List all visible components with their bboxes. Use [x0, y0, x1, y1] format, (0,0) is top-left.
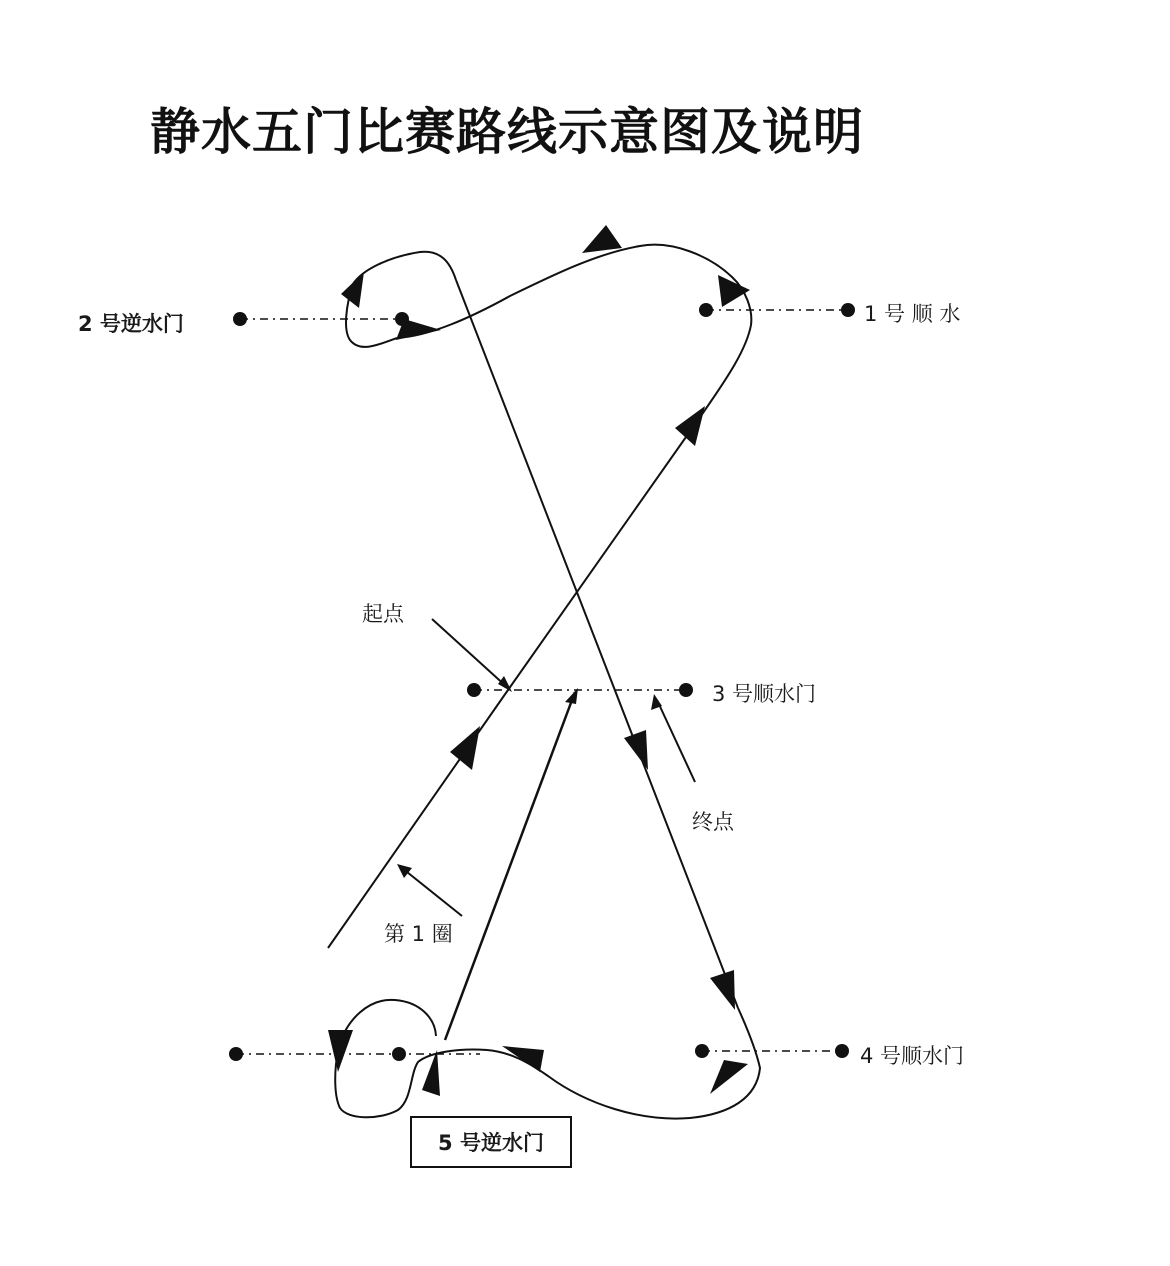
route-gate5-loop	[335, 1000, 487, 1117]
finish-pointer-line	[657, 700, 695, 782]
start-label: 起点	[362, 602, 404, 626]
arrowhead-bottom-left	[502, 1046, 544, 1072]
gate-4-label: 4 号顺水门	[860, 1044, 965, 1068]
arrowhead-gate4-left	[710, 1060, 748, 1094]
arrowhead-descend-mid	[624, 730, 648, 770]
lap1-label: 第 1 圈	[384, 922, 453, 946]
gate-3-right-dot	[679, 683, 693, 697]
lap1-pointer-line	[402, 868, 462, 916]
gate-3-left-dot	[467, 683, 481, 697]
arrowhead-descend-low	[710, 970, 735, 1010]
route-lap1-approach	[328, 690, 508, 948]
gate-1-label: 1 号 顺 水	[864, 302, 961, 326]
start-pointer-line	[432, 619, 508, 688]
arrowhead-top	[582, 225, 622, 253]
gate-2-left-dot	[233, 312, 247, 326]
arrowhead-final	[565, 688, 578, 704]
gate-2-label: 2 号逆水门	[78, 312, 184, 336]
arrowhead-to-gate1	[675, 406, 705, 446]
diagram-title: 静水五门比赛路线示意图及说明	[150, 102, 864, 161]
gate-3-label: 3 号顺水门	[712, 682, 817, 706]
arrowhead-gate5-down	[328, 1030, 353, 1072]
gate-5-left-dot	[229, 1047, 243, 1061]
route-start-to-gate1	[508, 410, 705, 690]
route-gate1-loop	[397, 245, 751, 410]
gate-1-left-dot	[699, 303, 713, 317]
gate-5-right-dot	[392, 1047, 406, 1061]
arrowhead-lap1	[450, 726, 480, 770]
gate-5-label: 5 号逆水门	[410, 1116, 572, 1168]
gate-4-right-dot	[835, 1044, 849, 1058]
lap1-pointer-head	[397, 864, 412, 878]
finish-label: 终点	[692, 810, 734, 834]
gate-4-left-dot	[695, 1044, 709, 1058]
gate-1-right-dot	[841, 303, 855, 317]
arrowhead-gate2-down	[341, 272, 364, 308]
